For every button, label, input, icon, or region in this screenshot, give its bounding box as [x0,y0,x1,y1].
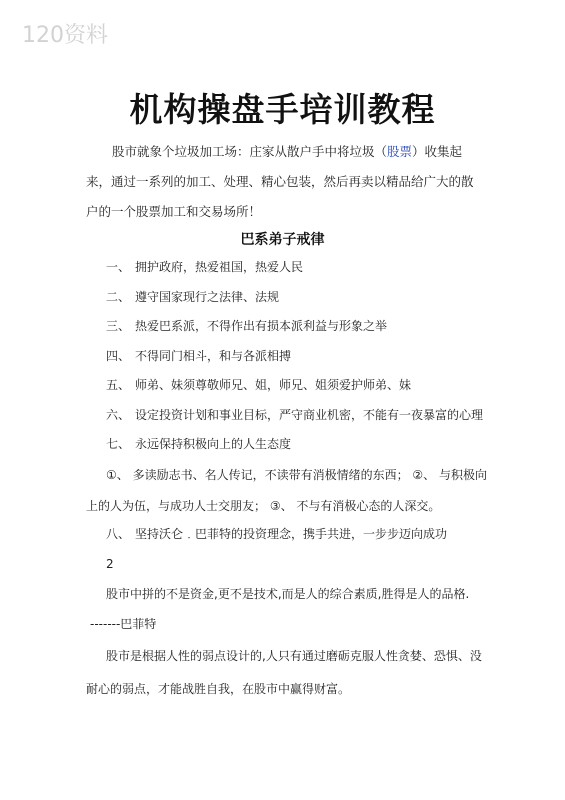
rule-item [106,342,506,372]
rule-item [106,312,506,342]
rule-item [106,253,506,283]
rule-seven-detail-text: ①、 多读励志书、名人传记，不读带有消极情绪的东西； ②、 与积极向上的人为伍，与成功人士交朋友； ③、 不与有消极心态的人深交。 [86,468,487,513]
watermark: 120资料 [22,23,108,48]
rule-number: 三、 [106,319,131,333]
rule-text: 不得同门相斗，和与各派相搏 [135,348,292,363]
rules-list [106,253,506,460]
rule-number: 二、 [106,289,131,304]
rule-item [106,520,447,548]
rule-item [106,401,506,431]
rule-text: 坚持沃仑﹒巴菲特的投资理念，携手共进，一步步迈向成功 [135,527,448,541]
rule-number: 八、 [106,527,131,541]
quote: 股市中拼的不是资金,更不是技术,而是人的综合素质,胜得是人的品格. [106,587,470,601]
rule-text: 永远保持积极向上的人生态度 [135,437,292,451]
rule-number: 五、 [106,378,131,392]
rule-item [106,283,506,313]
intro-text-before: 股市就象个垃圾加工场：庄家从散户手中将垃圾（ [112,144,388,159]
rule-number: 六、 [106,407,131,422]
rule-text: 热爱巴系派，不得作出有损本派利益与形象之举 [135,319,388,333]
section-heading: 巴系弟子戒律 [240,232,325,248]
quote-attribution: -------巴菲特 [90,617,157,631]
quote [86,640,486,706]
rule-text: 设定投资计划和事业目标，严守商业机密，不能有一夜暴富的心理 [135,407,484,422]
rule-seven-detail [86,460,492,522]
rule-number: 一、 [106,260,131,274]
intro-paragraph [86,137,484,227]
rule-item [106,371,506,401]
rule-text: 遵守国家现行之法律、法规 [135,289,280,304]
quote-text: 股市是根据人性的弱点设计的,人只有通过磨砺克服人性贪婪、恐惧、没耐心的弱点，才能战胜自我，在股市中赢得财富。 [86,649,482,696]
rule-number: 七、 [106,437,131,451]
rule-text: 拥护政府，热爱祖国，热爱人民 [135,260,304,274]
intro-text-after: ）收集起来，通过一系列的加工、处理、精心包装，然后再卖以精品给广大的散户的一个股票加工和交易场所！ [86,144,474,219]
document-title: 机构操盘手培训教程 [129,90,436,129]
page-number: 2 [106,557,114,571]
rule-number: 四、 [106,348,131,363]
rule-item [106,430,506,460]
stock-link[interactable]: 股票 [387,144,413,159]
rule-text: 师弟、妹须尊敬师兄、姐，师兄、姐须爱护师弟、妹 [135,378,412,392]
